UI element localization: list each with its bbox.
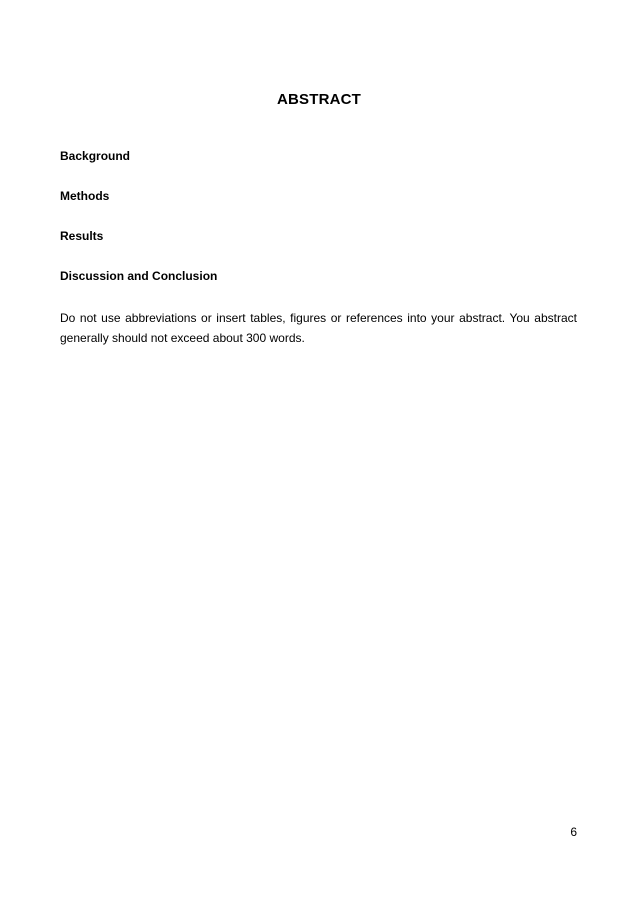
abstract-instructions-paragraph: Do not use abbreviations or insert tables, figures or references into your abstract. You abstract generally should not exceed about 300 words. xyxy=(60,311,577,345)
section-heading-results: Results xyxy=(60,229,104,243)
section-heading-methods: Methods xyxy=(60,189,110,203)
section-heading-discussion: Discussion and Conclusion xyxy=(60,269,218,283)
page-title: ABSTRACT xyxy=(276,91,362,108)
page-number: 6 xyxy=(570,825,577,839)
section-heading-background: Background xyxy=(60,149,131,163)
